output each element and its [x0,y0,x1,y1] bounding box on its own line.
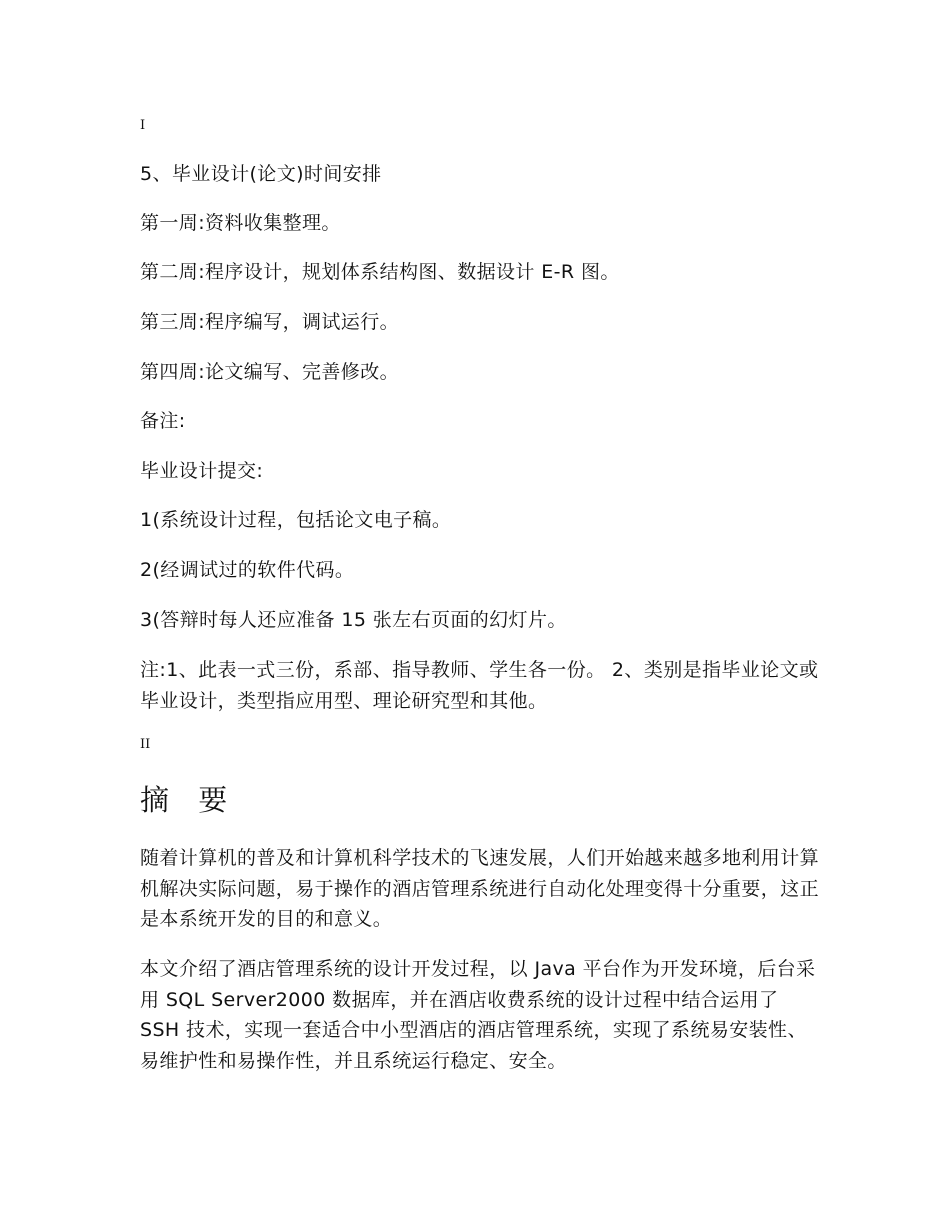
footnote: 注:1、此表一式三份，系部、指导教师、学生各一份。 2、类别是指毕业论文或毕业设计，类型指应用型、理论研究型和其他。 [140,659,819,712]
submit-label: 毕业设计提交: [140,460,264,482]
abstract-paragraph-2: 本文介绍了酒店管理系统的设计开发过程，以 Java 平台作为开发环境，后台采用 SQL Server2000 数据库，并在酒店收费系统的设计过程中结合运用了 SSH 技术，实现一套适合中小型酒店的酒店管理系统，实现了系统易安装性、易维护性和易操作性，并且系统运行稳定、安全。 [140,958,816,1072]
schedule-week1: 第一周:资料收集整理。 [140,212,341,234]
page-marker-ii: II [140,737,151,752]
schedule-week4: 第四周:论文编写、完善修改。 [140,361,400,383]
schedule-week3: 第三周:程序编写，调试运行。 [140,311,400,333]
abstract-paragraph-1: 随着计算机的普及和计算机科学技术的飞速发展，人们开始越来越多地利用计算机解决实际问题，易于操作的酒店管理系统进行自动化处理变得十分重要，这正是本系统开发的目的和意义。 [140,847,820,930]
submit-item-2: 2(经调试过的软件代码。 [140,559,355,581]
schedule-heading: 5、毕业设计(论文)时间安排 [140,163,382,185]
submit-item-3: 3(答辩时每人还应准备 15 张左右页面的幻灯片。 [140,609,567,631]
schedule-week2: 第二周:程序设计，规划体系结构图、数据设计 E-R 图。 [140,261,620,283]
submit-item-1: 1(系统设计过程，包括论文电子稿。 [140,509,452,531]
notes-label: 备注: [140,410,186,432]
abstract-title: 摘 要 [140,783,238,817]
page-marker-i: I [140,118,146,133]
